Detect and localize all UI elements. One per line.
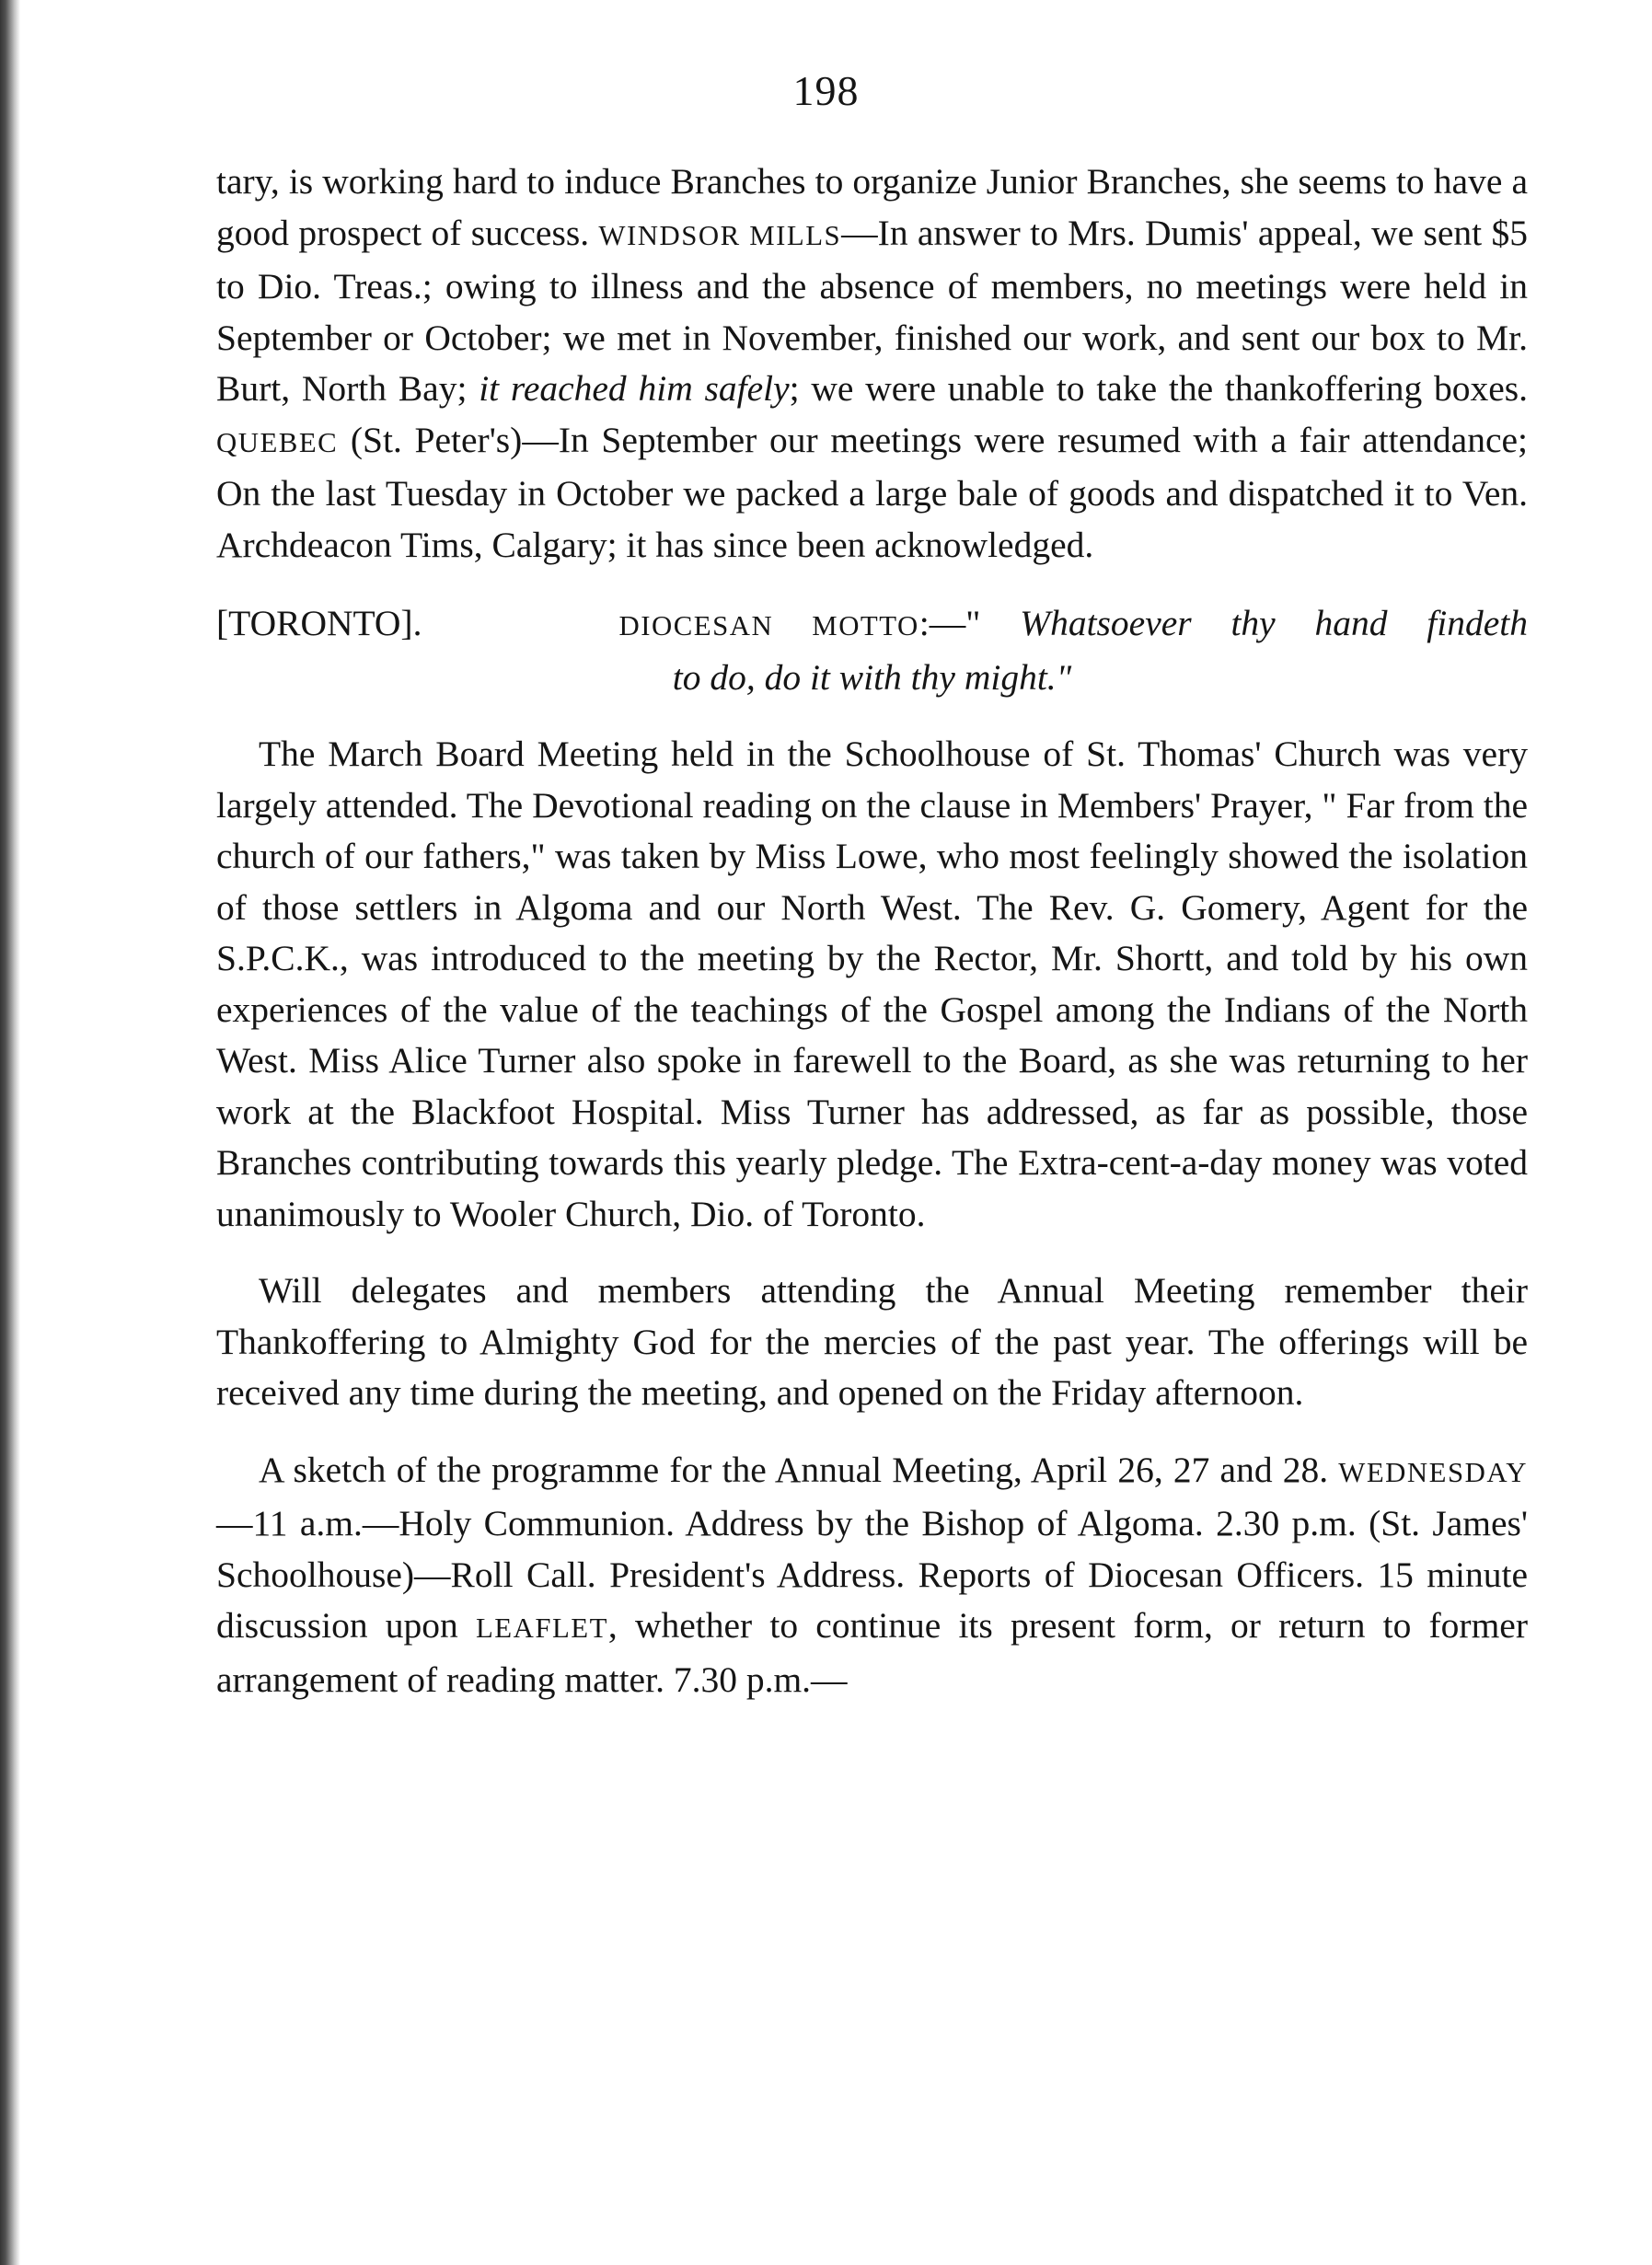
day-wednesday: WEDNESDAY: [1338, 1456, 1528, 1488]
motto-separator: :—": [918, 603, 981, 643]
text-run: tary, is working hard to induce Branches to organize Junior Branches, she seems to have a good prospect of success.: [216, 161, 1528, 253]
diocese-name: [TORONTO].: [216, 603, 422, 643]
publication-leaflet: LEAFLET: [475, 1612, 608, 1644]
diocesan-motto-heading: [216, 598, 1528, 653]
text-run: (St. Peter's)—In September our meetings were resumed with a fair attendance; On the last Tuesday in October we packed a large bale of goods and dispatched it to Ven. Archdeacon Tims, Calgary; it has since been acknowledged.: [216, 419, 1528, 565]
text-run: ; we were unable to take the thankoffering boxes.: [789, 368, 1529, 409]
paragraph-march-board-meeting: The March Board Meeting held in the Schoolhouse of St. Thomas' Church was very largely attended. The Devotional reading on the clause in Members' Prayer, " Far from the church of our fathers," was taken by Miss Lowe, who most feelingly showed the isolation of those settlers in Algoma and our North West. The Rev. G. Gomery, Agent for the S.P.C.K., was introduced to the meeting by the Rector, Mr. Shortt, and told by his own experiences of the value of the teachings of the Gospel among the Indians of the North West. Miss Alice Turner also spoke in farewell to the Board, as she was returning to her work at the Blackfoot Hospital. Miss Turner has addressed, as far as possible, those Branches contributing towards this yearly pledge. The Extra-cent-a-day money was voted unanimously to Wooler Church, Dio. of Toronto.: [216, 734, 1528, 1234]
italic-phrase: it reached him safely: [479, 368, 790, 409]
paragraph-programme: [216, 1445, 1528, 1706]
motto-quote-second-line: to do, do it with thy might.: [672, 656, 1057, 698]
page-number: 198: [792, 67, 860, 114]
motto-continuation: [216, 653, 1528, 704]
paragraph-thankoffering: Will delegates and members attending the Annual Meeting remember their Thankoffering to Almighty God for the mercies of the past year. The offerings will be received any time during the meeting, and opened on the Friday afternoon.: [216, 1270, 1528, 1413]
motto-close-quote: ": [1056, 656, 1072, 698]
text-run: A sketch of the programme for the Annual Meeting, April 26, 27 and 28.: [259, 1449, 1339, 1490]
paragraph-branch-reports: [216, 156, 1528, 571]
motto-quote-first-line: Whatsoever thy hand findeth: [1020, 603, 1529, 643]
scanned-binding-edge: [0, 0, 20, 2265]
text-column: [216, 156, 1528, 1705]
text-run: , whether to continue its present form, or return to former arrangement of reading matter. 7.30 p.m.—: [216, 1605, 1528, 1700]
place-name-quebec: QUEBEC: [216, 426, 339, 458]
motto-label: DIOCESAN MOTTO: [618, 610, 919, 641]
place-name-windsor-mills: WINDSOR MILLS: [598, 219, 842, 251]
text-run: —In answer to Mrs. Dumis' appeal, we sent $5 to Dio. Treas.; owing to illness and the absence of members, no meetings were held in September or October; we met in November, finished our work, and sent our box to Mr. Burt, North Bay;: [216, 212, 1528, 409]
text-run: —11 a.m.—Holy Communion. Address by the Bishop of Algoma. 2.30 p.m. (St. James' Schoolhouse)—Roll Call. President's Address. Reports of Diocesan Officers. 15 minute discussion upon: [216, 1503, 1528, 1646]
